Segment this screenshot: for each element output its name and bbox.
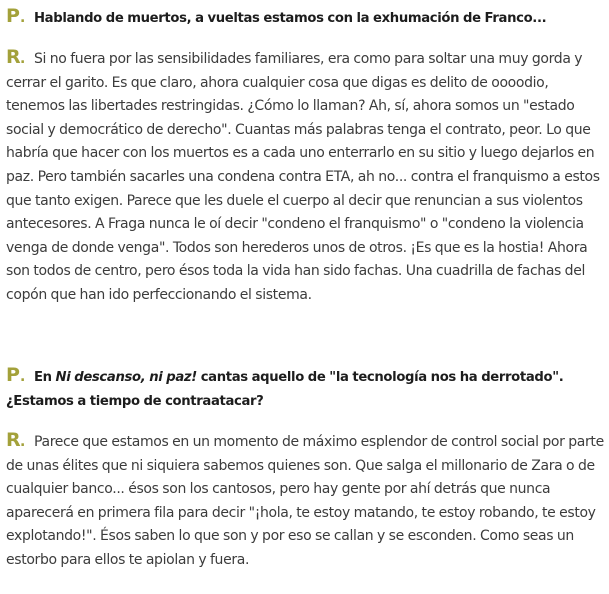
answer-1 xyxy=(6,46,606,308)
question-marker: P xyxy=(6,364,20,386)
question-text-after: cantas aquello de "la tecnología nos ha derrotado". ¿Estamos a tiempo de contraatacar? xyxy=(6,370,564,409)
question-marker-dot: . xyxy=(20,369,26,385)
album-title: Ni descanso, ni paz! xyxy=(55,370,197,385)
question-text-before: En xyxy=(34,370,56,385)
answer-marker: R xyxy=(6,429,21,451)
question-marker-dot: . xyxy=(20,10,26,26)
answer-text: Si no fuera por las sensibilidades familiares, era como para soltar una muy gorda y cerrar el garito. Es que claro, ahora cualquier cosa que digas es delito de oooodio, tenemos las libertades restringidas. ¿Cómo lo llaman? Ah, sí, ahora somos un "estado social y democrático de derecho". Cuantas más palabras tenga el contrato, peor. Lo que habría que hacer con los muertos es a cada uno enterrarlo en su sitio y luego dejarlos en paz. Pero también sacarles una condena contra ETA, ah no... contra el franquismo a estos que tanto exigen. Parece que les duele el cuerpo al decir que renuncian a sus violentos antecesores. A Fraga nunca le oí decir "condeno el franquismo" o "condeno la violencia venga de donde venga". Todos son herederos unos de otros. ¡Es que es la hostia! Ahora son todos de centro, pero ésos toda la vida han sido fachas. Una cuadrilla de fachas del copón que han ido perfeccionando el sistema. xyxy=(6,51,600,303)
answer-2 xyxy=(6,429,606,573)
answer-marker-dot: . xyxy=(20,434,26,450)
question-1 xyxy=(6,5,606,31)
question-marker: P xyxy=(6,5,20,27)
question-text: Hablando de muertos, a vueltas estamos con la exhumación de Franco... xyxy=(34,11,547,26)
answer-marker: R xyxy=(6,46,21,68)
question-2 xyxy=(6,364,606,413)
answer-marker-dot: . xyxy=(20,51,26,67)
answer-text: Parece que estamos en un momento de máximo esplendor de control social por parte de unas élites que ni siquiera sabemos quienes son. Que salga el millonario de Zara o de cualquier banco... ésos son los cantosos, pero hay gente por ahí detrás que nunca aparecerá en primera fila para decir "¡hola, te estoy matando, te estoy robando, te estoy explotando!". Ésos saben lo que son y por eso se callan y se esconden. Como seas un estorbo para ellos te apiolan y fuera. xyxy=(6,434,604,568)
